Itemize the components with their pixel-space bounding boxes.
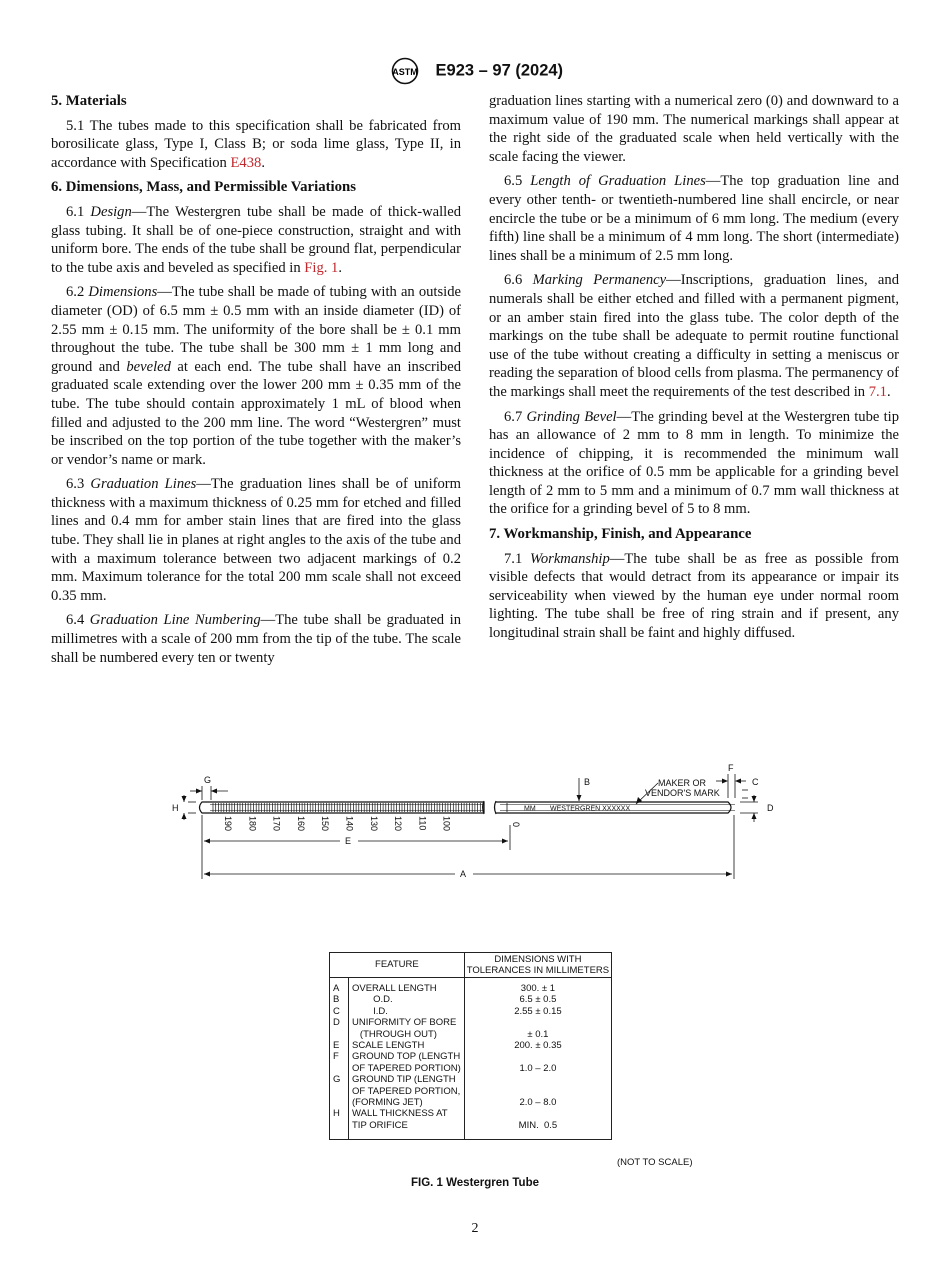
scale-number: 100 xyxy=(441,816,452,832)
paragraph-6-4-continued: graduation lines starting with a numerical zero (0) and downward to a maximum value of 190 mm. The numerical markings shall appear at the right side of the graduated scale when held vertically with the scale facing the viewer. xyxy=(489,93,899,165)
scale-number: 120 xyxy=(393,816,404,832)
row-feature: GROUND TOP (LENGTH OF TAPERED PORTION) xyxy=(349,1051,465,1074)
scale-number: 130 xyxy=(368,816,379,832)
table-row xyxy=(330,978,612,995)
label-c: C xyxy=(752,777,759,787)
link-7-1[interactable]: 7.1 xyxy=(868,383,887,400)
row-feature: SCALE LENGTH xyxy=(349,1040,465,1051)
row-value: 6.5 ± 0.5 xyxy=(464,994,611,1005)
header-feature: FEATURE xyxy=(330,953,465,978)
standard-designation: E923 – 97 (2024) xyxy=(435,61,564,80)
section-5-title: 5. Materials xyxy=(51,93,127,109)
paragraph-6-2: 6.2 Dimensions—The tube shall be made of tubing with an outside diameter (OD) of 6.5 mm ± 0.5 mm with an inside diameter (ID) of 2.55 mm ± 0.15 mm. The uniformity of the bore shall be ± 0.1 mm throughout the tube. The tube shall be 300 mm ± 1 mm long and ground and beveled at each end. The tube shall have an inscribed graduated scale extending over the lower 200 mm ± 0.35 mm of the tube. The tube should contain approximately 1 mL of blood when filled and adjusted to the 200 mm line. The word “Westergren” must be inscribed on the top portion of the tube together with the maker’s or vendor’s name or mark. xyxy=(51,284,461,468)
row-key: F xyxy=(330,1051,349,1074)
scale-number: 170 xyxy=(271,816,282,832)
tube-text-westergren: WESTERGREN XXXXXX xyxy=(550,805,631,813)
dimensions-table xyxy=(329,952,612,1140)
row-feature: WALL THICKNESS AT TIP ORIFICE xyxy=(349,1108,465,1139)
scale-number: 150 xyxy=(320,816,331,832)
graduation-ticks xyxy=(213,803,483,812)
maker-mark-line2: VENDOR'S MARK xyxy=(645,788,720,798)
row-value: ± 0.1 xyxy=(464,1017,611,1040)
not-to-scale-note: (NOT TO SCALE) xyxy=(617,1157,693,1168)
section-7-title: 7. Workmanship, Finish, and Appearance xyxy=(489,526,752,543)
row-key: C xyxy=(330,1006,349,1017)
table-row xyxy=(330,1074,612,1108)
row-key: G xyxy=(330,1074,349,1108)
label-g: G xyxy=(204,775,212,785)
section-6-title: 6. Dimensions, Mass, and Permissible Variations xyxy=(51,179,357,196)
scale-numbers xyxy=(223,816,452,831)
paragraph-6-3: 6.3 Graduation Lines—The graduation lines shall be of uniform thickness with a maximum thickness of 0.25 mm for etched and filled lines and 0.4 mm for amber stain lines that are fired into the glass tube. They shall lie in planes at right angles to the axis of the tube and with a maximum tolerance between two adjacent markings of 0.2 mm. Maximum tolerance for the total 200 mm scale shall not exceed 0.35 mm. xyxy=(51,476,461,604)
paragraph-7-1: 7.1 Workmanship—The tube shall be as free as possible from visible defects that would detract from its appearance or impair its serviceability when viewed by the human eye under normal room lighting. The tube shall be free of ring strain and if present, any longitudinal strain shall be faint and highly diffused. xyxy=(489,550,900,642)
row-key: B xyxy=(330,994,349,1005)
row-key: D xyxy=(330,1017,349,1040)
link-fig-1[interactable]: Fig. 1 xyxy=(304,259,339,276)
label-a: A xyxy=(460,869,467,879)
scale-number: 180 xyxy=(247,816,258,832)
row-value: 300. ± 1 xyxy=(464,978,611,995)
row-key: H xyxy=(330,1108,349,1139)
row-feature: UNIFORMITY OF BORE (THROUGH OUT) xyxy=(349,1017,465,1040)
paragraph-6-7: 6.7 Grinding Bevel—The grinding bevel at the Westergren tube tip has an allowance of 2 mm to 8 mm in length. To minimize the incidence of chipping, it is recommended the minimum wall thickness at the orifice of 0.5 mm be applicable for a grinding bevel length of 2 mm to 5 mm and a minimum of 0.7 mm wall thickness at the orifice for a grinding bevel of 5 to 8 mm. xyxy=(489,408,899,518)
scale-number: 140 xyxy=(344,816,355,832)
label-h: H xyxy=(172,803,179,813)
row-key: A xyxy=(330,978,349,995)
row-feature: O.D. xyxy=(349,994,465,1005)
link-e438[interactable]: E438 xyxy=(230,154,262,171)
paragraph-6-6: 6.6 Marking Permanency—Inscriptions, graduation lines, and numerals shall be either etched and filled with a permanent pigment, or an amber stain fired into the glass tube. The color depth of the markings on the tube shall be adequate to permit routine functional use of the tube without creating a difficulty in setting a meniscus or reading the separation of blood cells from plasma. The permanency of the markings shall meet the requirements of the test described in 7.1. xyxy=(489,272,900,400)
svg-text:ASTM: ASTM xyxy=(392,67,418,77)
label-b: B xyxy=(584,777,591,787)
table-row xyxy=(330,1006,612,1017)
row-value: 2.0 – 8.0 xyxy=(464,1074,611,1108)
paragraph-5-1: 5.1 The tubes made to this specification shall be fabricated from borosilicate glass, Type I, Class B; or soda lime glass, Type II, in accordance with Specification E438. xyxy=(51,117,461,171)
scale-number: 190 xyxy=(223,816,233,832)
table-row xyxy=(330,1040,612,1051)
scale-number: 110 xyxy=(417,816,428,831)
row-value: 200. ± 0.35 xyxy=(464,1040,611,1051)
scale-zero: 0 xyxy=(511,822,521,828)
label-d: D xyxy=(767,803,774,813)
row-value: 1.0 – 2.0 xyxy=(464,1051,611,1074)
table-row xyxy=(330,1017,612,1040)
scale-number: 160 xyxy=(295,816,306,832)
row-feature: OVERALL LENGTH xyxy=(349,978,465,995)
row-feature: GROUND TIP (LENGTH OF TAPERED PORTION, (FORMING JET) xyxy=(349,1074,465,1108)
table-row xyxy=(330,1108,612,1139)
paragraph-6-4: 6.4 Graduation Line Numbering—The tube shall be graduated in millimetres with a scale of 200 mm from the tip of the tube. The scale shall be numbered every ten or twenty xyxy=(51,612,462,666)
paragraph-6-5: 6.5 Length of Graduation Lines—The top graduation line and every other tenth- or twentieth-numbered line shall encircle, or near encircle the tube or be a minimum of 6 mm long. The medium (every fifth) line shall be a minimum of 4 mm long. The short (intermediate) lines shall be a minimum of 2.5 mm long. xyxy=(489,173,900,264)
header-dimensions: DIMENSIONS WITH TOLERANCES IN MILLIMETERS xyxy=(464,953,611,978)
table-row xyxy=(330,994,612,1005)
maker-mark-line1: MAKER OR xyxy=(658,778,707,788)
table-row xyxy=(330,1051,612,1074)
tube-text-mm: MM xyxy=(524,805,536,813)
paragraph-6-1: 6.1 Design—The Westergren tube shall be made of thick-walled glass tubing. It shall be of one-piece construction, straight and with uniform bore. The ends of the tube shall be ground flat, perpendicular to the tube axis and beveled as specified in Fig. 1. xyxy=(51,203,462,276)
tube-left-segment xyxy=(200,801,485,814)
label-e: E xyxy=(345,836,352,846)
row-key: E xyxy=(330,1040,349,1051)
row-value: MIN. 0.5 xyxy=(464,1108,611,1139)
page-number: 2 xyxy=(471,1221,479,1236)
label-f: F xyxy=(728,763,734,773)
row-value: 2.55 ± 0.15 xyxy=(464,1006,611,1017)
row-feature: I.D. xyxy=(349,1006,465,1017)
figure-caption: FIG. 1 Westergren Tube xyxy=(410,1177,540,1189)
